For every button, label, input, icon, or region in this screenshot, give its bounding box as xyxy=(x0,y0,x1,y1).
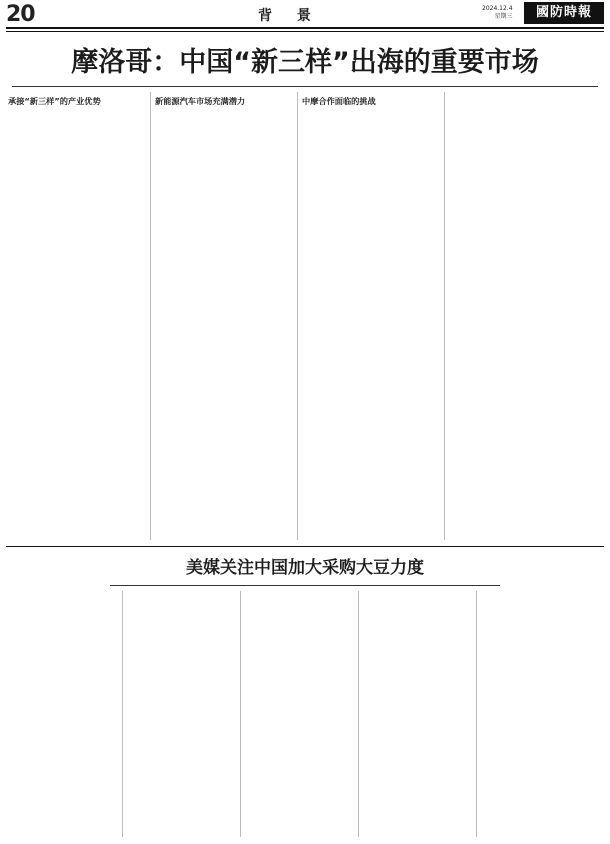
article-column-2 xyxy=(155,92,292,542)
column-divider xyxy=(358,591,359,837)
article2-column-2 xyxy=(126,591,236,839)
article-column-4 xyxy=(449,92,599,542)
issue-date: 2024.12.4 xyxy=(482,5,513,12)
date-block xyxy=(482,5,513,21)
headline-underline xyxy=(12,86,598,87)
column-divider xyxy=(240,591,241,837)
subheading: 中摩合作面临的挑战 xyxy=(302,96,376,106)
newspaper-logo: 國防時報 xyxy=(524,2,604,24)
issue-weekday: 星期三 xyxy=(494,13,513,20)
column-divider xyxy=(476,591,477,837)
article-headline: 摩洛哥：中国“新三样”出海的重要市场 xyxy=(71,47,539,78)
article-separator xyxy=(6,546,604,547)
headline-underline xyxy=(110,585,500,586)
article2-column-5 xyxy=(480,591,600,839)
subheading: 承接“新三样”的产业优势 xyxy=(8,96,101,106)
column-divider xyxy=(444,92,445,540)
article2-column-1 xyxy=(8,591,118,839)
subheading: 新能源汽车市场充满潜力 xyxy=(155,96,246,106)
article-headline-2: 美媒关注中国加大采购大豆力度 xyxy=(186,558,424,578)
masthead-rule xyxy=(6,27,604,29)
column-divider xyxy=(297,92,298,540)
masthead xyxy=(0,0,610,30)
column-divider xyxy=(122,591,123,837)
article-column-1 xyxy=(8,92,145,542)
page-number: 20 xyxy=(6,2,35,27)
article2-column-3 xyxy=(244,591,354,839)
masthead-rule-thin xyxy=(6,31,604,32)
column-divider xyxy=(150,92,151,540)
article2-column-4 xyxy=(362,591,472,839)
section-title: 背 景 xyxy=(258,8,321,24)
article-column-3 xyxy=(302,92,439,542)
